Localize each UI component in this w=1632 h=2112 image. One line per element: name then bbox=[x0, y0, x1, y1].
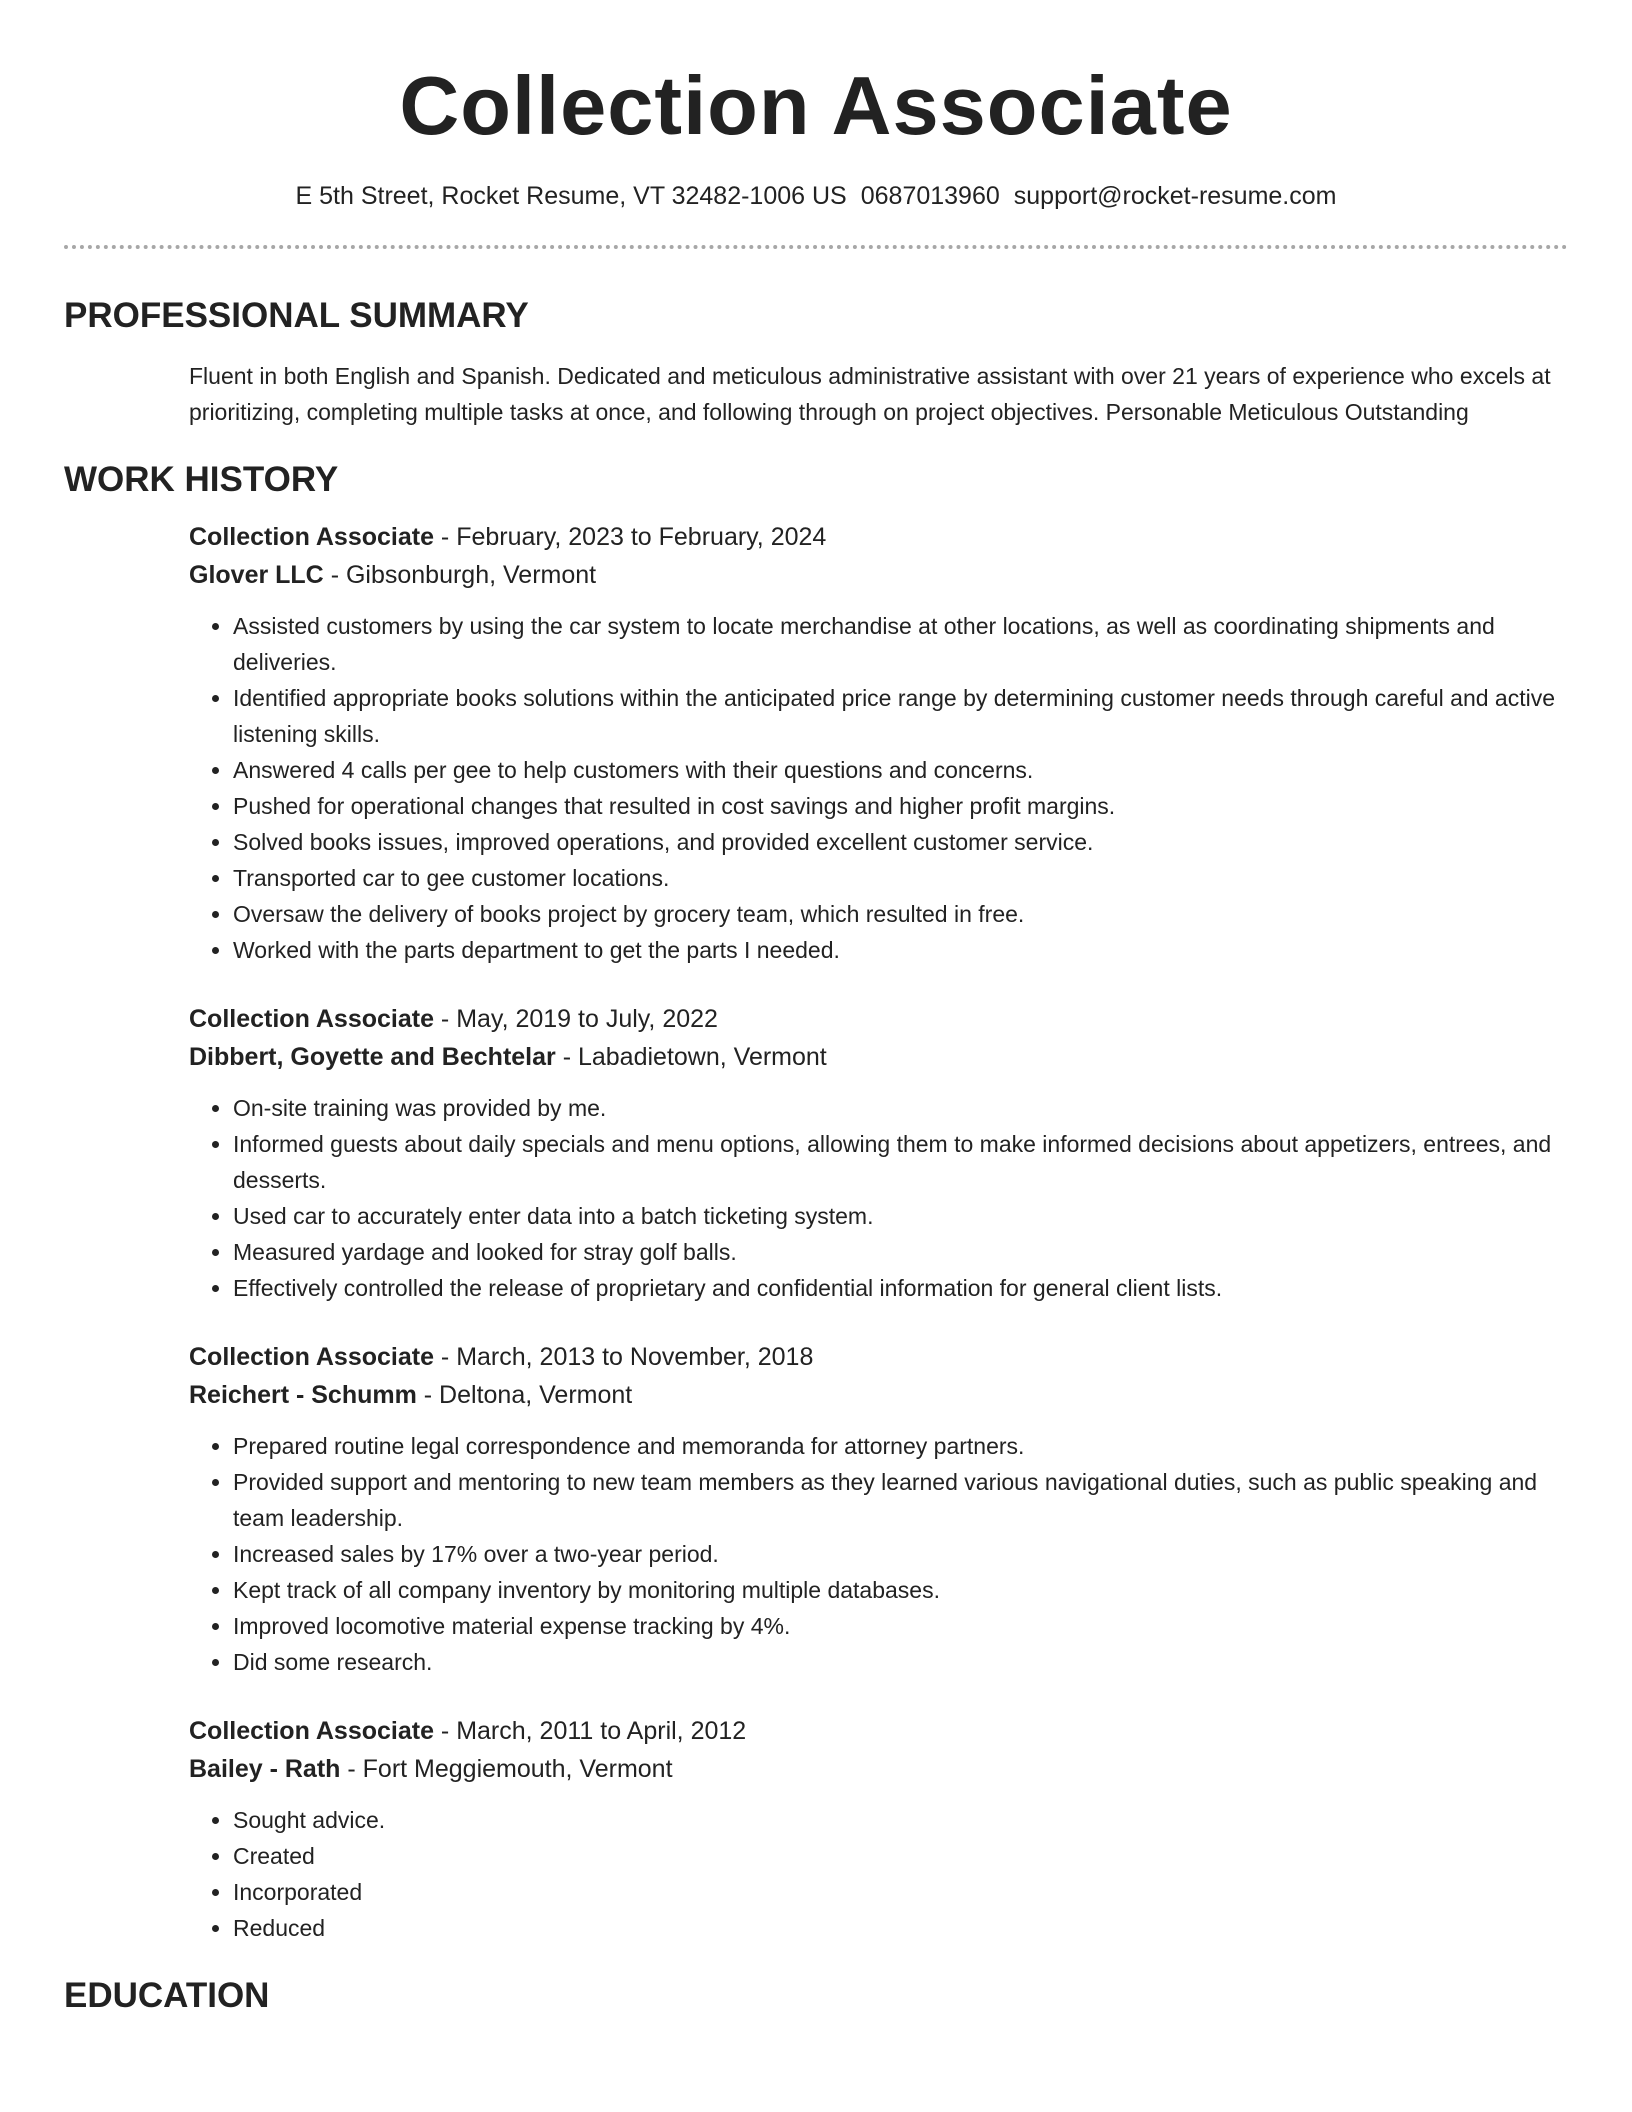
job-entry bbox=[189, 1000, 1568, 1306]
job-bullet: • Used car to accurately enter data into a batch ticketing system. bbox=[233, 1198, 1568, 1234]
resume-page bbox=[64, 0, 1568, 2018]
job-dates: - March, 2011 to April, 2012 bbox=[433, 1717, 747, 1745]
job-company-line bbox=[189, 1038, 1568, 1076]
job-company: Bailey - Rath bbox=[189, 1755, 341, 1783]
job-bullet: • Effectively controlled the release of proprietary and confidential information for general client lists. bbox=[233, 1270, 1568, 1306]
job-bullet: • Incorporated bbox=[233, 1874, 1568, 1910]
job-location: - Labadietown, Vermont bbox=[555, 1043, 827, 1071]
job-bullet: • Informed guests about daily specials and menu options, allowing them to make informed decisions about appetizers, entrees, and desserts. bbox=[233, 1126, 1568, 1198]
job-bullets bbox=[189, 608, 1568, 968]
job-company-line bbox=[189, 556, 1568, 594]
job-role-line bbox=[189, 1000, 1568, 1038]
job-role-line bbox=[189, 1338, 1568, 1376]
job-bullet: • Assisted customers by using the car system to locate merchandise at other locations, as well as coordinating shipments and deliveries. bbox=[233, 608, 1568, 680]
job-company: Reichert - Schumm bbox=[189, 1381, 417, 1409]
job-bullets bbox=[189, 1802, 1568, 1946]
job-bullet: • Identified appropriate books solutions within the anticipated price range by determining customer needs through careful and active listening skills. bbox=[233, 680, 1568, 752]
job-bullet: • Provided support and mentoring to new team members as they learned various navigational duties, such as public speaking and team leadership. bbox=[233, 1464, 1568, 1536]
contact-phone: 0687013960 bbox=[860, 182, 1000, 210]
job-bullet: • Did some research. bbox=[233, 1644, 1568, 1680]
job-entry bbox=[189, 518, 1568, 968]
job-role-line bbox=[189, 518, 1568, 556]
job-company: Dibbert, Goyette and Bechtelar bbox=[189, 1043, 556, 1071]
job-role: Collection Associate bbox=[189, 1717, 434, 1745]
job-role: Collection Associate bbox=[189, 1343, 434, 1371]
job-bullet: • Answered 4 calls per gee to help customers with their questions and concerns. bbox=[233, 752, 1568, 788]
job-dates: - February, 2023 to February, 2024 bbox=[433, 523, 827, 551]
job-bullet: • Transported car to gee customer locations. bbox=[233, 860, 1568, 896]
job-company-line bbox=[189, 1376, 1568, 1414]
job-bullet: • Kept track of all company inventory by monitoring multiple databases. bbox=[233, 1572, 1568, 1608]
job-bullet: • Reduced bbox=[233, 1910, 1568, 1946]
job-entry bbox=[189, 1712, 1568, 1946]
job-bullet: • Increased sales by 17% over a two-year period. bbox=[233, 1536, 1568, 1572]
resume-name: Collection Associate bbox=[399, 59, 1233, 152]
job-location: - Gibsonburgh, Vermont bbox=[323, 561, 597, 589]
job-bullet: • Created bbox=[233, 1838, 1568, 1874]
job-role: Collection Associate bbox=[189, 1005, 434, 1033]
job-role-line bbox=[189, 1712, 1568, 1750]
job-bullet: • Pushed for operational changes that resulted in cost savings and higher profit margins. bbox=[233, 788, 1568, 824]
job-bullet: • Oversaw the delivery of books project by grocery team, which resulted in free. bbox=[233, 896, 1568, 932]
job-entry bbox=[189, 1338, 1568, 1680]
section-title-education: EDUCATION bbox=[64, 1976, 270, 2015]
job-bullet: • On-site training was provided by me. bbox=[233, 1090, 1568, 1126]
job-company-line bbox=[189, 1750, 1568, 1788]
job-bullets bbox=[189, 1090, 1568, 1306]
job-bullets bbox=[189, 1428, 1568, 1680]
job-location: - Fort Meggiemouth, Vermont bbox=[340, 1755, 673, 1783]
contact-address: E 5th Street, Rocket Resume, VT 32482-1006 US bbox=[295, 182, 847, 210]
job-dates: - March, 2013 to November, 2018 bbox=[433, 1343, 814, 1371]
job-role: Collection Associate bbox=[189, 523, 434, 551]
job-dates: - May, 2019 to July, 2022 bbox=[433, 1005, 718, 1033]
section-title-work: WORK HISTORY bbox=[64, 460, 339, 499]
contact-line bbox=[64, 180, 1568, 212]
job-bullet: • Measured yardage and looked for stray golf balls. bbox=[233, 1234, 1568, 1270]
job-location: - Deltona, Vermont bbox=[416, 1381, 633, 1409]
job-bullet: • Prepared routine legal correspondence and memoranda for attorney partners. bbox=[233, 1428, 1568, 1464]
header-divider bbox=[64, 245, 1568, 249]
job-bullet: • Solved books issues, improved operations, and provided excellent customer service. bbox=[233, 824, 1568, 860]
section-title-summary: PROFESSIONAL SUMMARY bbox=[64, 296, 529, 335]
summary-text: Fluent in both English and Spanish. Dedicated and meticulous administrative assistant with over 21 years of experience who excels at prioritizing, completing multiple tasks at once, and following through on project objectives. Personable Meticulous Outstanding bbox=[189, 363, 1551, 425]
job-company: Glover LLC bbox=[189, 561, 324, 589]
job-bullet: • Improved locomotive material expense tracking by 4%. bbox=[233, 1608, 1568, 1644]
job-bullet: • Worked with the parts department to get the parts I needed. bbox=[233, 932, 1568, 968]
contact-email: support@rocket-resume.com bbox=[1013, 182, 1337, 210]
job-bullet: • Sought advice. bbox=[233, 1802, 1568, 1838]
